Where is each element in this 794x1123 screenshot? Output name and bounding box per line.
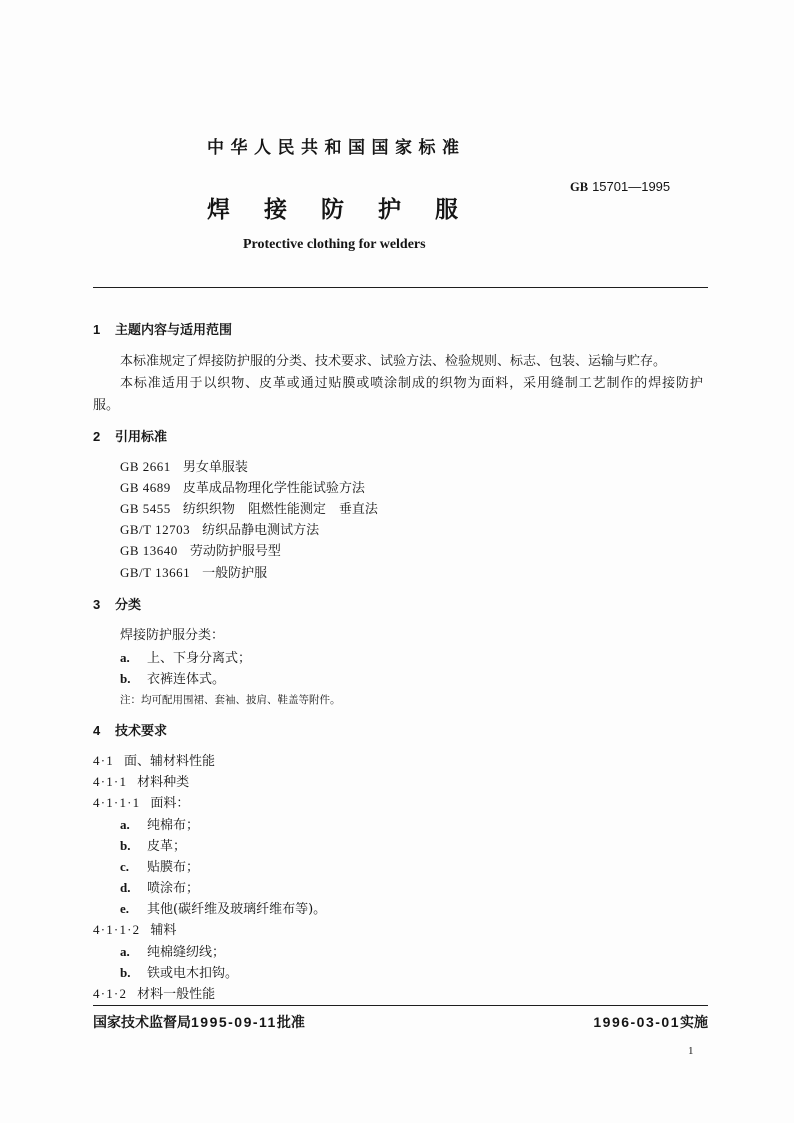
list-item-label: a.: [120, 817, 130, 832]
subsection-title: 辅料: [150, 923, 177, 938]
list-item: [120, 963, 238, 983]
subsection-number: 4·1·1·1: [93, 795, 141, 810]
subsection-number: 4·1·2: [93, 986, 128, 1001]
list-item: [120, 836, 186, 856]
reference-item: [120, 563, 267, 583]
list-item-text: 皮革；: [147, 839, 187, 854]
classification-note: 注：均可配用围裙、套袖、披肩、鞋盖等附件。: [120, 694, 341, 706]
subsection-number: 4·1: [93, 753, 114, 768]
document-title: 焊接防护服: [207, 197, 492, 223]
list-item-label: a.: [120, 650, 130, 665]
document-title-english: Protective clothing for welders: [243, 237, 426, 252]
list-item-label: b.: [120, 671, 131, 686]
standard-code-number: 15701—1995: [592, 179, 671, 194]
reference-item: [120, 478, 365, 498]
list-item: [120, 878, 199, 898]
section-4-heading: [93, 721, 167, 741]
list-item-text: 其他(碳纤维及玻璃纤维布等)。: [147, 902, 327, 917]
effective-line: [593, 1012, 708, 1032]
list-item: [120, 899, 326, 919]
section-1-paragraph-2-line-2: 服。: [93, 398, 120, 413]
approver-name: 国家技术监督局: [93, 1015, 191, 1031]
reference-item: [120, 520, 319, 540]
reference-name: 一般防护服: [202, 566, 268, 581]
section-number: 1: [93, 322, 101, 337]
list-item: [120, 815, 199, 835]
list-item-label: e.: [120, 901, 130, 916]
list-item-text: 纯棉布；: [147, 818, 200, 833]
classification-intro: 焊接防护服分类：: [120, 628, 225, 643]
reference-item: [120, 499, 378, 519]
list-item-label: d.: [120, 880, 131, 895]
list-item-text: 纯棉缝纫线；: [147, 945, 226, 960]
list-item: [120, 857, 199, 877]
subsection-title: 面料：: [150, 796, 190, 811]
section-title: 技术要求: [115, 724, 168, 739]
list-item-text: 铁或电木扣钩。: [147, 966, 239, 981]
subsection-title: 面、辅材料性能: [123, 754, 215, 769]
effective-label: 实施: [680, 1015, 708, 1031]
section-title: 主题内容与适用范围: [115, 323, 233, 338]
approval-label: 批准: [276, 1015, 305, 1031]
reference-name: 纺织品静电测试方法: [202, 523, 320, 538]
list-item-label: c.: [120, 859, 130, 874]
issuer-title: 中华人民共和国国家标准: [207, 138, 466, 158]
reference-item: [120, 541, 281, 561]
subsection-title: 材料一般性能: [137, 987, 216, 1002]
section-number: 3: [93, 597, 101, 612]
approval-line: [93, 1012, 305, 1032]
section-number: 4: [93, 723, 101, 738]
standard-code-prefix: GB: [570, 180, 589, 194]
list-item: [120, 648, 251, 668]
reference-name: 劳动防护服号型: [189, 544, 281, 559]
section-title: 引用标准: [115, 430, 168, 445]
reference-code: GB 5455: [120, 501, 171, 516]
reference-code: GB 13640: [120, 543, 178, 558]
footer-divider: [93, 1005, 708, 1006]
reference-name: 皮革成品物理化学性能试验方法: [182, 481, 365, 496]
header-divider: [93, 287, 708, 288]
subsection-heading: [93, 793, 189, 813]
reference-name: 男女单服装: [182, 460, 248, 475]
reference-code: GB/T 12703: [120, 522, 191, 537]
section-1-paragraph-2-line-1: 本标准适用于以织物、皮革或通过贴膜或喷涂制成的织物为面料，采用缝制工艺制作的焊接防护: [120, 376, 704, 391]
subsection-heading: [93, 772, 189, 792]
section-2-heading: [93, 427, 167, 447]
reference-item: [120, 457, 248, 477]
approval-date: 1995-09-11: [191, 1014, 277, 1030]
list-item-text: 贴膜布；: [147, 860, 200, 875]
subsection-heading: [93, 751, 215, 771]
subsection-heading: [93, 920, 176, 940]
list-item-label: b.: [120, 965, 131, 980]
reference-name: 纺织织物 阻燃性能测定 垂直法: [182, 502, 378, 517]
section-number: 2: [93, 429, 101, 444]
reference-code: GB 2661: [120, 459, 171, 474]
list-item-label: b.: [120, 838, 131, 853]
section-1-paragraph-1: 本标准规定了焊接防护服的分类、技术要求、试验方法、检验规则、标志、包装、运输与贮存。: [120, 354, 667, 369]
section-3-heading: [93, 595, 141, 615]
list-item-text: 上、下身分离式；: [147, 651, 252, 666]
effective-date: 1996-03-01: [593, 1014, 680, 1030]
list-item: [120, 669, 225, 689]
list-item-text: 衣裤连体式。: [147, 672, 226, 687]
subsection-title: 材料种类: [137, 775, 190, 790]
section-1-heading: [93, 320, 232, 340]
section-title: 分类: [115, 598, 142, 613]
subsection-number: 4·1·1: [93, 774, 128, 789]
page-number: 1: [688, 1045, 694, 1057]
list-item-label: a.: [120, 944, 130, 959]
reference-code: GB/T 13661: [120, 565, 191, 580]
subsection-heading: [93, 984, 215, 1004]
list-item-text: 喷涂布；: [147, 881, 200, 896]
standard-code: [570, 178, 670, 197]
reference-code: GB 4689: [120, 480, 171, 495]
list-item: [120, 942, 225, 962]
subsection-number: 4·1·1·2: [93, 922, 141, 937]
